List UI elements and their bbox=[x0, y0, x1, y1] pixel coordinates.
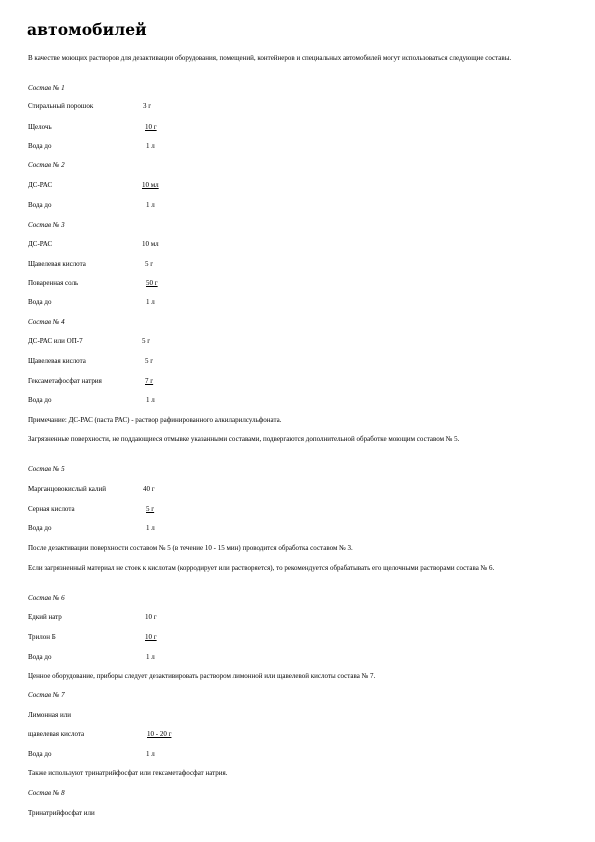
composition-5-row-1-amount: 40 г bbox=[143, 485, 155, 493]
note-valuable-equipment: Ценное оборудование, приборы следует дезактивировать раствором лимонной или щавелевой кислоты состава № 7. bbox=[28, 672, 376, 680]
composition-5-row-2-amount: 5 г bbox=[146, 505, 155, 513]
composition-4-row-3-amount: 7 г bbox=[145, 377, 154, 385]
composition-7-row-2-amount: 1 л bbox=[146, 750, 155, 758]
note-phosphates: Также используют тринатрийфосфат или гексаметафосфат натрия. bbox=[28, 769, 228, 777]
note-alkaline-treatment: Если загрязненный материал не стоек к кислотам (корродирует или растворяется), то рекомендуется обрабатывать его щелочными растворами состава № 6. bbox=[28, 564, 495, 572]
note-ds-ras: Примечание: ДС-РАС (паста РАС) - раствор рафинированного алкиларилсульфоната. bbox=[28, 416, 282, 424]
composition-5-row-3-name: Вода до bbox=[28, 524, 52, 532]
composition-2-row-1-amount: 10 мл bbox=[142, 181, 159, 189]
composition-7-heading: Состав № 7 bbox=[28, 691, 65, 699]
composition-6-row-3-name: Вода до bbox=[28, 653, 52, 661]
composition-4-row-2-name: Щавелевая кислота bbox=[28, 357, 86, 365]
composition-4-row-4-amount: 1 л bbox=[146, 396, 155, 404]
composition-6-row-3-amount: 1 л bbox=[146, 653, 155, 661]
composition-7-row-1-amount: 10 - 20 г bbox=[147, 730, 172, 738]
composition-3-row-2-name: Щавелевая кислота bbox=[28, 260, 86, 268]
composition-3-row-1-name: ДС-РАС bbox=[28, 240, 53, 248]
composition-4-row-2-amount: 5 г bbox=[145, 357, 154, 365]
composition-1-row-2-amount: 10 г bbox=[145, 123, 157, 131]
page-title: автомобилей bbox=[27, 20, 147, 39]
composition-2-row-1-name: ДС-РАС bbox=[28, 181, 53, 189]
composition-3-heading: Состав № 3 bbox=[28, 221, 65, 229]
composition-7-row-2-name: Вода до bbox=[28, 750, 52, 758]
composition-4-row-3-name: Гексаметафосфат натрия bbox=[28, 377, 102, 385]
composition-1-row-2-name: Щелочь bbox=[28, 123, 52, 131]
composition-3-row-3-amount: 50 г bbox=[146, 279, 158, 287]
composition-3-row-1-amount: 10 мл bbox=[142, 240, 159, 248]
composition-8-line-1: Тринатрийфосфат или bbox=[28, 809, 95, 817]
composition-7-line-1: Лимонная или bbox=[28, 711, 71, 719]
composition-4-row-1-amount: 5 г bbox=[142, 337, 151, 345]
composition-4-row-1-name: ДС-РАС или ОП-7 bbox=[28, 337, 83, 345]
composition-3-row-4-name: Вода до bbox=[28, 298, 52, 306]
composition-6-row-2-amount: 10 г bbox=[145, 633, 157, 641]
composition-5-row-2-name: Серная кислота bbox=[28, 505, 75, 513]
composition-3-row-4-amount: 1 л bbox=[146, 298, 155, 306]
composition-5-row-1-name: Марганцовокислый калий bbox=[28, 485, 106, 493]
composition-5-heading: Состав № 5 bbox=[28, 465, 65, 473]
composition-8-heading: Состав № 8 bbox=[28, 789, 65, 797]
composition-3-row-2-amount: 5 г bbox=[145, 260, 154, 268]
composition-1-row-3-name: Вода до bbox=[28, 142, 52, 150]
composition-6-row-2-name: Трилон Б bbox=[28, 633, 56, 641]
composition-2-row-2-name: Вода до bbox=[28, 201, 52, 209]
note-after-composition-5: После дезактивации поверхности составом № 5 (в течение 10 - 15 мин) проводится обработка составом № 3. bbox=[28, 544, 353, 552]
composition-1-row-1-name: Стиральный порошок bbox=[28, 102, 94, 110]
composition-7-row-1-name: щавелевая кислота bbox=[28, 730, 85, 738]
composition-5-row-3-amount: 1 л bbox=[146, 524, 155, 532]
composition-4-heading: Состав № 4 bbox=[28, 318, 65, 326]
composition-4-row-4-name: Вода до bbox=[28, 396, 52, 404]
composition-3-row-3-name: Поваренная соль bbox=[28, 279, 79, 287]
composition-6-row-1-name: Едкий натр bbox=[28, 613, 62, 621]
composition-2-row-2-amount: 1 л bbox=[146, 201, 155, 209]
composition-1-row-3-amount: 1 л bbox=[146, 142, 155, 150]
composition-6-row-1-amount: 10 г bbox=[145, 613, 157, 621]
composition-1-row-1-amount: 3 г bbox=[143, 102, 152, 110]
intro-paragraph: В качестве моющих растворов для дезактивации оборудования, помещений, контейнеров и специальных автомобилей могут использоваться следующие составы. bbox=[28, 54, 512, 62]
composition-1-heading: Состав № 1 bbox=[28, 84, 65, 92]
composition-2-heading: Состав № 2 bbox=[28, 161, 65, 169]
composition-6-heading: Состав № 6 bbox=[28, 594, 65, 602]
note-additional-treatment: Загрязненные поверхности, не поддающиеся отмывке указанными составами, подвергаются дополнительной обработке моющим составом № 5. bbox=[28, 435, 460, 443]
